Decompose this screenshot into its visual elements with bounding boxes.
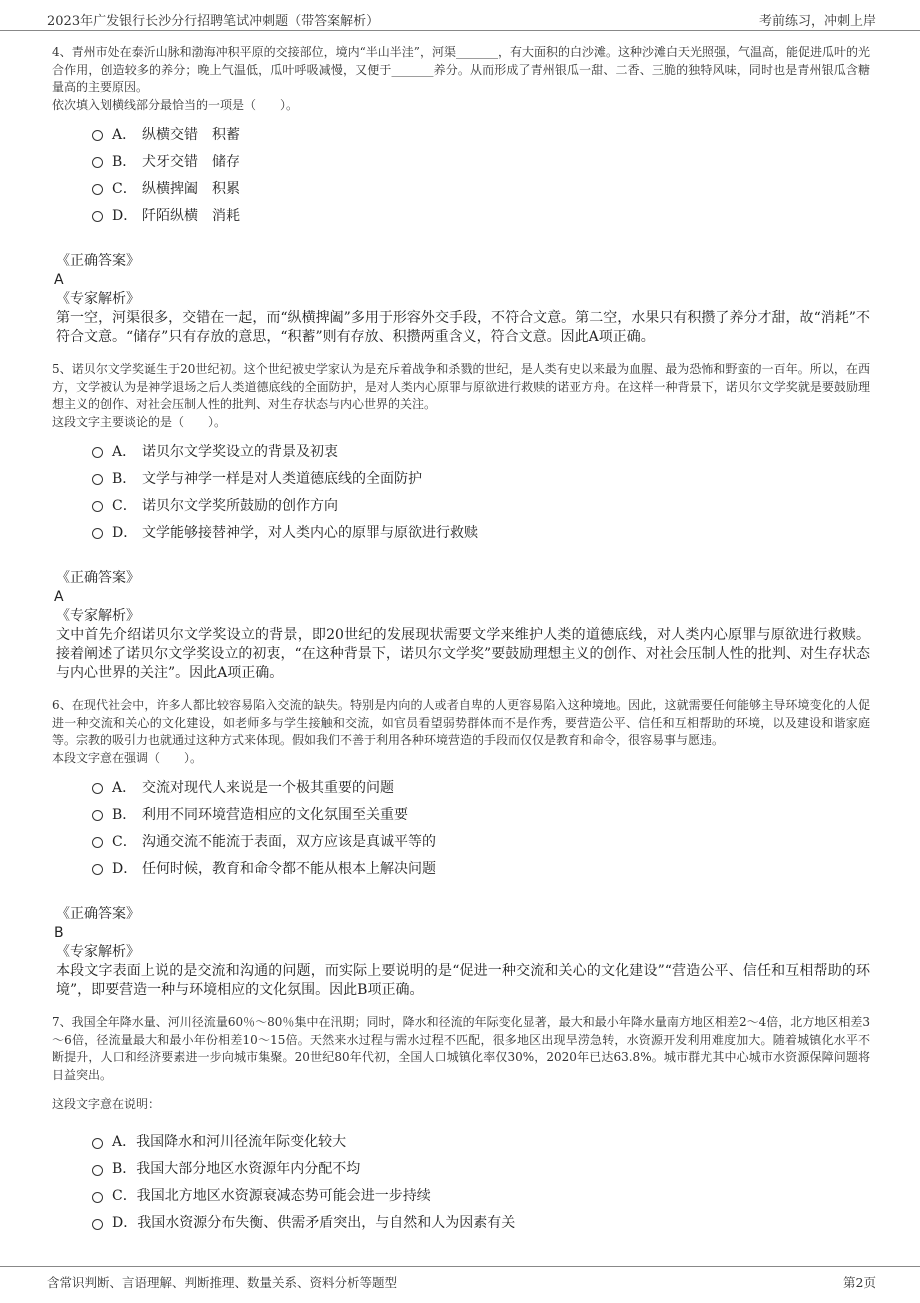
option-letter: B． [112, 153, 137, 170]
option-c[interactable] [92, 491, 870, 518]
option-letter: A． [112, 443, 137, 460]
radio-icon[interactable] [92, 130, 103, 141]
header-slogan: 考前练习，冲刺上岸 [758, 14, 876, 29]
radio-icon[interactable] [92, 501, 103, 512]
option-b[interactable] [92, 800, 870, 827]
option-text: 沟通交流不能流于表面，双方应该是真诚平等的 [142, 833, 436, 850]
document-title: 2023年广发银行长沙分行招聘笔试冲刺题（带答案解析） [47, 14, 380, 29]
option-d[interactable] [92, 201, 870, 228]
option-letter: B． [112, 470, 137, 487]
page-header [0, 0, 920, 31]
option-text: 纵横交错 积蓄 [142, 126, 240, 143]
option-a[interactable] [92, 773, 870, 800]
questions-content [52, 44, 870, 1236]
question-6 [52, 697, 870, 1000]
option-text: 文学能够接替神学，对人类内心的原罪与原欲进行救赎 [142, 524, 478, 541]
radio-icon[interactable] [92, 528, 103, 539]
correct-answer: A [54, 589, 64, 605]
option-text: 诺贝尔文学奖设立的背景及初衷 [142, 443, 338, 460]
question-prompt: 依次填入划横线部分最恰当的一项是（ ）。 [52, 97, 299, 112]
question-stem: 7、我国全年降水量、河川径流量60％～80％集中在汛期；同时，降水和径流的年际变化显著，最大和最小年降水量南方地区相差2～4倍，北方地区相差3～6倍，径流量最大和最小年份相差10～15倍。天然来水过程与需水过程不匹配，很多地区出现旱涝急转，水资源开发利用难度加大。随着城镇化水平不断提升，人口和经济要素进一步向城市集聚。20世纪80年代初，全国人口城镇化率仅30%，2020年已达63.8%。城市群尤其中心城市水资源保障问题将日益突出。 [52, 1015, 870, 1082]
radio-icon[interactable] [92, 810, 103, 821]
option-text: 阡陌纵横 消耗 [142, 207, 240, 224]
option-letter: B． [112, 1161, 137, 1177]
question-7 [52, 1014, 870, 1236]
correct-answer: A [54, 272, 64, 288]
option-d[interactable] [92, 854, 870, 881]
question-5 [52, 361, 870, 683]
option-text: 任何时候，教育和命令都不能从根本上解决问题 [142, 860, 436, 877]
radio-icon[interactable] [92, 1219, 103, 1230]
correct-answer: B [54, 925, 64, 941]
option-letter: D． [112, 524, 138, 541]
option-list [92, 1128, 870, 1236]
option-text: 我国北方地区水资源衰减态势可能会进一步持续 [136, 1188, 431, 1204]
expert-analysis: 文中首先介绍诺贝尔文学奖设立的背景，即20世纪的发展现状需要文学来维护人类的道德底线，对人类内心原罪与原欲进行救赎。接着阐述了诺贝尔文学奖设立的初衷，“在这种背景下，诺贝尔文学奖”要鼓励理想主义的创作、对社会压制人性的批判、对生存状态与内心世界的关注”。因此A项正确。 [56, 627, 870, 681]
radio-icon[interactable] [92, 864, 103, 875]
radio-icon[interactable] [92, 1165, 103, 1176]
option-text: 纵横捭阖 积累 [142, 180, 240, 197]
radio-icon[interactable] [92, 1192, 103, 1203]
option-letter: C． [112, 180, 137, 197]
answer-heading: 《正确答案》 [56, 906, 140, 922]
option-letter: D． [112, 860, 138, 877]
analysis-heading: 《专家解析》 [56, 291, 140, 307]
option-text: 交流对现代人来说是一个极其重要的问题 [142, 779, 394, 796]
option-b[interactable] [92, 464, 870, 491]
radio-icon[interactable] [92, 837, 103, 848]
option-a[interactable] [92, 1128, 870, 1155]
radio-icon[interactable] [92, 783, 103, 794]
answer-block [52, 905, 870, 1000]
option-letter: A． [112, 126, 137, 143]
analysis-heading: 《专家解析》 [56, 608, 140, 624]
question-prompt: 本段文字意在强调（ ）。 [52, 750, 203, 765]
option-list [92, 437, 870, 545]
option-text: 利用不同环境营造相应的文化氛围至关重要 [142, 806, 408, 823]
radio-icon[interactable] [92, 157, 103, 168]
option-letter: C． [112, 1188, 137, 1204]
question-stem: 5、诺贝尔文学奖诞生于20世纪初。这个世纪被史学家认为是充斥着战争和杀戮的世纪，是人类有史以来最为血腥、最为恐怖和野蛮的一百年。所以，在西方，文学被认为是神学退场之后人类道德底线的全面防护，是对人类内心原罪与原欲进行救赎的诺亚方舟。在这样一种背景下，诺贝尔文学奖就是要鼓励理想主义的创作、对社会压制人性的批判、对生存状态与内心世界的关注。 [52, 362, 870, 411]
option-letter: C． [112, 833, 137, 850]
option-text: 诺贝尔文学奖所鼓励的创作方向 [142, 497, 338, 514]
radio-icon[interactable] [92, 1138, 103, 1149]
footer-topics: 含常识判断、言语理解、判断推理、数量关系、资料分析等题型 [47, 1275, 398, 1290]
option-d[interactable] [92, 1209, 870, 1236]
analysis-heading: 《专家解析》 [56, 944, 140, 960]
option-c[interactable] [92, 827, 870, 854]
radio-icon[interactable] [92, 211, 103, 222]
option-text: 我国降水和河川径流年际变化较大 [136, 1134, 347, 1150]
question-stem: 6、在现代社会中，许多人都比较容易陷入交流的缺失。特别是内向的人或者自卑的人更容易陷入这种境地。因此，这就需要任何能够主导环境变化的人促进一种交流和关心的文化建设，如老师多与学生接触和交流，如官员看望弱势群体而不是作秀，要营造公平、信任和互相帮助的环境，以及建设和谐家庭等。宗教的吸引力也就通过这种方式来体现。假如我们不善于利用各种环境营造的手段而仅仅是教育和命令，很容易事与愿违。 [52, 698, 870, 747]
option-letter: D． [112, 207, 138, 224]
option-text: 文学与神学一样是对人类道德底线的全面防护 [142, 470, 422, 487]
question-stem: 4、青州市处在泰沂山脉和渤海冲积平原的交接部位，境内“半山半洼”，河渠_______，有大面积的白沙滩。这种沙滩白天光照强，气温高，能促进瓜叶的光合作用，创造较多的养分；晚上气温低，瓜叶呼吸减慢，又便于_______养分。从而形成了青州银瓜一甜、二香、三脆的独特风味，同时也是青州银瓜含糖量高的主要原因。 [52, 45, 870, 94]
option-text: 我国大部分地区水资源年内分配不均 [136, 1161, 361, 1177]
option-a[interactable] [92, 120, 870, 147]
option-letter: C． [112, 497, 137, 514]
page-footer [0, 1266, 920, 1303]
answer-heading: 《正确答案》 [56, 570, 140, 586]
option-c[interactable] [92, 174, 870, 201]
radio-icon[interactable] [92, 447, 103, 458]
answer-block [52, 569, 870, 683]
option-list [92, 773, 870, 881]
option-text: 我国水资源分布失衡、供需矛盾突出，与自然和人为因素有关 [137, 1215, 516, 1231]
radio-icon[interactable] [92, 184, 103, 195]
answer-block [52, 252, 870, 347]
option-text: 犬牙交错 储存 [142, 153, 240, 170]
option-letter: A． [112, 1134, 137, 1150]
option-c[interactable] [92, 1182, 870, 1209]
option-list [92, 120, 870, 228]
expert-analysis: 本段文字表面上说的是交流和沟通的问题，而实际上要说明的是“促进一种交流和关心的文化建设”“营造公平、信任和互相帮助的环境”，即要营造一种与环境相应的文化氛围。因此B项正确。 [56, 963, 870, 998]
option-b[interactable] [92, 147, 870, 174]
option-letter: D． [112, 1215, 138, 1231]
page-number: 第2页 [843, 1275, 876, 1290]
option-b[interactable] [92, 1155, 870, 1182]
option-a[interactable] [92, 437, 870, 464]
answer-heading: 《正确答案》 [56, 253, 140, 269]
option-letter: A． [112, 779, 137, 796]
question-prompt: 这段文字主要谈论的是（ ）。 [52, 414, 227, 429]
radio-icon[interactable] [92, 474, 103, 485]
option-d[interactable] [92, 518, 870, 545]
question-prompt: 这段文字意在说明： [52, 1097, 161, 1111]
question-4 [52, 44, 870, 347]
expert-analysis: 第一空，河渠很多，交错在一起，而“纵横捭阖”多用于形容外交手段，不符合文意。第二空，水果只有积攒了养分才甜，故“消耗”不符合文意。“储存”只有存放的意思，“积蓄”则有存放、积攒两重含义，符合文意。因此A项正确。 [56, 310, 870, 345]
option-letter: B． [112, 806, 137, 823]
